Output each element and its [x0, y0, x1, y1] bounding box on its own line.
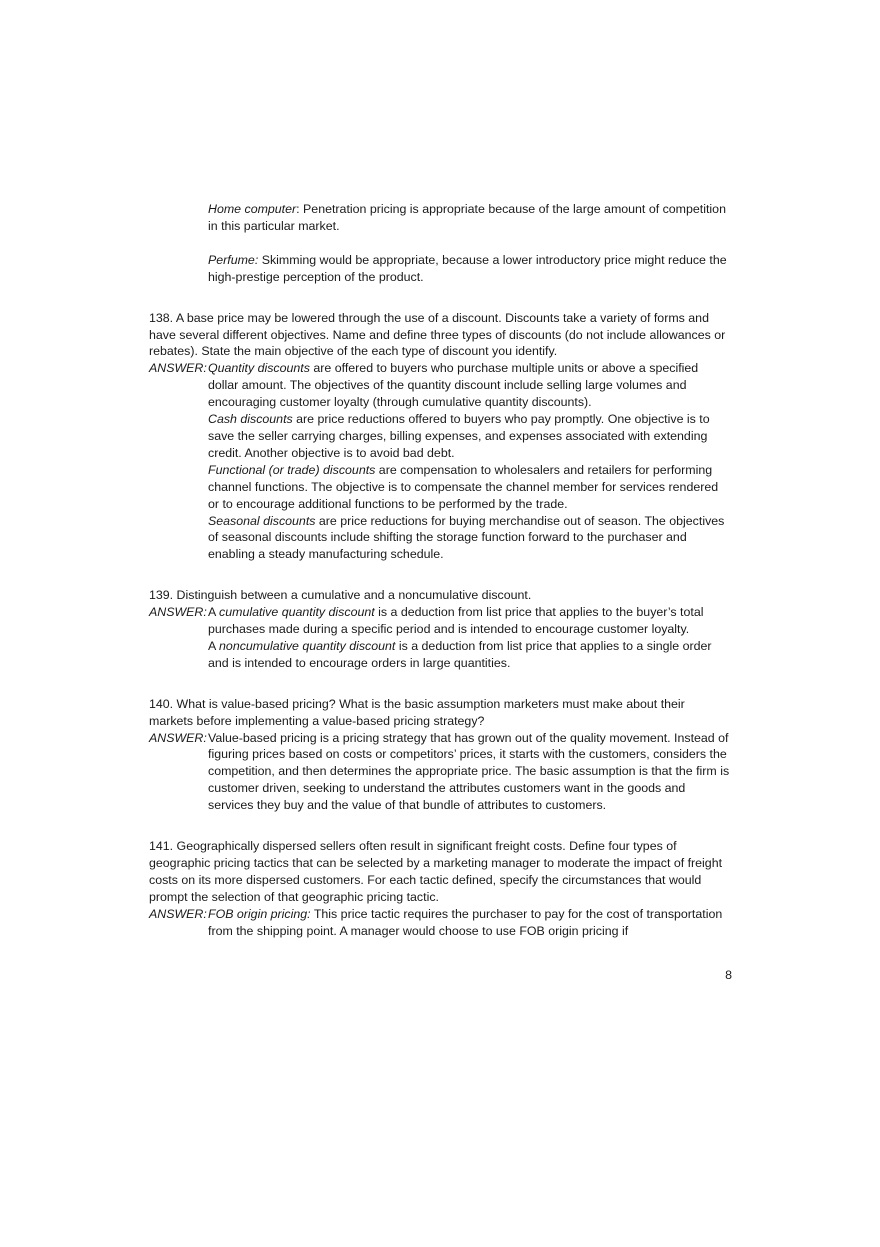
- perfume-text: Skimming would be appropriate, because a lower introductory price might reduce the high-prestige perception of the product.: [208, 252, 727, 284]
- answer-139: [149, 604, 731, 672]
- answer-138: [149, 360, 731, 563]
- perfume-term: Perfume:: [208, 252, 259, 267]
- answer-label: ANSWER:: [149, 730, 207, 745]
- page-number: 8: [725, 968, 732, 982]
- question-140: 140. What is value-based pricing? What is the basic assumption marketers must make about their markets before implementing a value-based pricing strategy?: [149, 696, 685, 728]
- question-141: 141. Geographically dispersed sellers often result in significant freight costs. Define four types of geographic pricing tactics that can be selected by a marketing manager to moderate the impact of freight costs on its more dispersed customers. For each tactic defined, specify the circumstances that would prompt the selection of that geographic pricing tactic.: [149, 839, 723, 904]
- question-138: 138. A base price may be lowered through the use of a discount. Discounts take a variety of forms and have several different objectives. Name and define three types of discounts (do not include allowances or rebates). State the main objective of the each type of discount you identify.: [149, 310, 726, 359]
- answer-label: ANSWER:: [149, 906, 207, 921]
- answer-139-cumulative: A cumulative quantity discount is a deduction from list price that applies to the buyer’s total purchases made during a specific period and is intended to encourage customer loyalty.: [208, 605, 704, 637]
- answer-label: ANSWER:: [149, 605, 207, 620]
- home-computer-term: Home computer: [208, 202, 297, 216]
- home-computer-text: : Penetration pricing is appropriate because of the large amount of competition in this particular market.: [208, 202, 726, 233]
- answer-139-noncumulative: A noncumulative quantity discount is a deduction from list price that applies to a single order and is intended to encourage orders in large quantities.: [208, 638, 712, 670]
- answer-138-functional: Functional (or trade) discounts are compensation to wholesalers and retailers for performing channel functions. The objective is to compensate the channel member for services rendered or to encourage additional functions to be performed by the trade.: [208, 462, 719, 511]
- answer-140: [149, 730, 731, 815]
- answer-140-text: Value-based pricing is a pricing strategy that has grown out of the quality movement. Instead of figuring prices based on costs or competitors’ prices, it starts with the customers, considers the competition, and then determines the appropriate price. The basic assumption is that the firm is customer driven, seeking to understand the attributes customers want in the goods and services they buy and the value of that bundle of attributes to customers.: [208, 730, 730, 813]
- question-139: 139. Distinguish between a cumulative and a noncumulative discount.: [149, 588, 532, 603]
- intro-perfume: [149, 252, 731, 286]
- answer-141: [149, 906, 731, 940]
- answer-138-seasonal: Seasonal discounts are price reductions for buying merchandise out of season. The objectives of seasonal discounts include shifting the storage function forward to the purchaser and enabling a steady manufacturing schedule.: [208, 513, 725, 562]
- answer-label: ANSWER:: [149, 361, 207, 376]
- answer-138-quantity: Quantity discounts are offered to buyers who purchase multiple units or above a specified dollar amount. The objectives of the quantity discount include selling large volumes and encouraging customer loyalty (through cumulative quantity discounts).: [208, 361, 699, 410]
- intro-home-computer: [149, 201, 731, 235]
- page-content: [149, 201, 731, 940]
- answer-138-cash: Cash discounts are price reductions offered to buyers who pay promptly. One objective is to save the seller carrying charges, billing expenses, and expenses associated with extending credit. Another objective is to avoid bad debt.: [208, 412, 710, 460]
- answer-141-fob-origin: FOB origin pricing: This price tactic requires the purchaser to pay for the cost of transportation from the shipping point. A manager would choose to use FOB origin pricing if: [208, 906, 723, 938]
